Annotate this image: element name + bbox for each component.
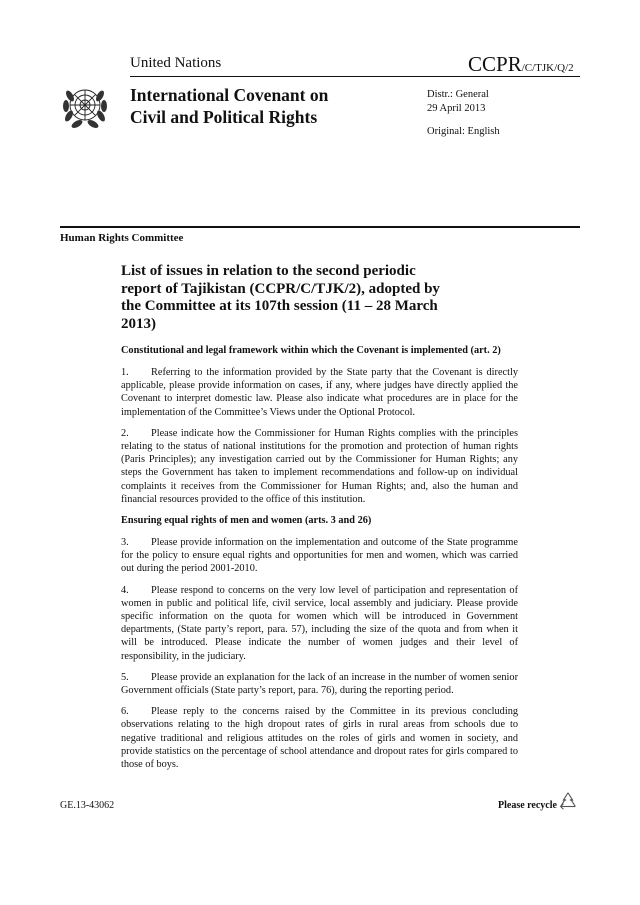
paragraph <box>121 366 518 419</box>
organization-name: United Nations <box>130 55 222 71</box>
original-language: Original: English <box>427 126 500 137</box>
un-emblem-icon <box>60 80 110 130</box>
paragraph <box>121 671 518 697</box>
distr-general: Distr.: General <box>427 89 489 100</box>
paragraph <box>121 427 518 506</box>
document-symbol <box>468 52 574 77</box>
document-number: GE.13-43062 <box>60 800 115 811</box>
paragraph-number: 6. <box>121 706 129 718</box>
section-rule <box>60 226 580 228</box>
paragraph-text: Please provide information on the implementation and outcome of the State programme for the policy to ensure equal rights and opportunities for men and women, which was carried out during the period 2001-2010. <box>121 537 518 575</box>
section-heading: Ensuring equal rights of men and women (arts. 3 and 26) <box>121 515 372 527</box>
covenant-title <box>130 84 328 128</box>
paragraph-number: 3. <box>121 537 129 549</box>
section-heading: Constitutional and legal framework within which the Covenant is implemented (art. 2) <box>121 345 501 356</box>
recycle-icon <box>557 790 579 812</box>
paragraph-text: Referring to the information provided by the State party that the Covenant is directly applicable, please provide information on cases, if any, where judges have directly applied the Covenant to interpret domestic law. Please also indicate what procedures are in place for the implementation of the Committee’s Views under the Optional Protocol. <box>121 367 518 418</box>
paragraph-number: 5. <box>121 671 129 683</box>
paragraph-number: 4. <box>121 584 129 596</box>
title-line-1: International Covenant on <box>130 85 329 105</box>
header-rule <box>130 76 580 77</box>
distribution-info <box>427 88 500 139</box>
recycle-note: Please recycle <box>498 800 557 811</box>
paragraph-number: 1. <box>121 367 129 378</box>
symbol-main: CCPR <box>468 52 522 76</box>
paragraph <box>121 584 518 663</box>
document-body <box>121 344 518 779</box>
symbol-suffix: /C/TJK/Q/2 <box>521 62 574 74</box>
document-title: List of issues in relation to the second periodic report of Tajikistan (CCPR/C/TJK/2), adopted by the Committee at its 107th session (11 – 28 March 2013) <box>121 263 440 332</box>
paragraph-text: Please reply to the concerns raised by the Committee in its previous concluding observations relating to the high dropout rates of girls in rural areas from schools due to negative traditional and religious attitudes on the roles of girls and women in society, and provide statistics on the percentage of school attendance and dropout rates for girls compared to those of boys. <box>121 706 518 771</box>
paragraph-number: 2. <box>121 427 129 439</box>
paragraph-text: Please respond to concerns on the very low level of participation and representation of women in public and political life, civil service, local assembly and judiciary. Please provide specific information on the quota for women which will be introduced in Government departments, (State party’s report, para. 57), including the size of the quota and from when it will be introduced. Please indicate the number of women judges and their level of responsibility, in the judiciary. <box>121 584 518 662</box>
paragraph-text: Please indicate how the Commissioner for Human Rights complies with the principles relating to the status of national institutions for the promotion and protection of human rights (Paris Principles); any investigation carried out by the Commissioner for Human Rights; any steps the Government has taken to implement recommendations and follow-up on individual complaints it receives from the Commissioner for Human Rights; and, also the human and financial resources provided to the office of this institution. <box>121 427 518 505</box>
paragraph-text: Please provide an explanation for the lack of an increase in the number of women senior Government officials (State party’s report, para. 76), during the reporting period. <box>121 671 518 697</box>
title-line-2: Civil and Political Rights <box>130 107 318 127</box>
issue-date: 29 April 2013 <box>427 103 486 114</box>
paragraph <box>121 536 518 576</box>
paragraph <box>121 705 518 771</box>
committee-name: Human Rights Committee <box>60 232 184 244</box>
